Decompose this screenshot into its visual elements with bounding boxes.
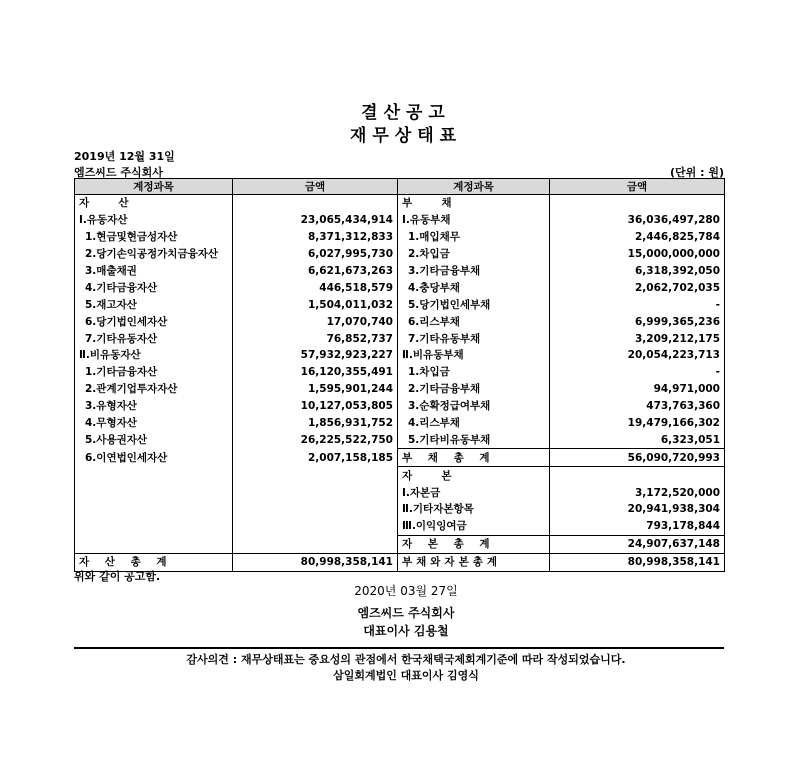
row-label: 1.기타금융자산 [75,364,233,381]
row-amount: 36,036,497,280 [550,212,725,229]
row-label: 2.관계기업투자자산 [75,381,233,398]
table-row [75,229,725,246]
row-label: 1.차입금 [398,364,550,381]
unit-label: (단위 : 원) [670,166,724,179]
row-amount: 8,371,312,833 [233,229,398,246]
row-label: 6.당기법인세자산 [75,313,233,330]
total-equity-label: 자 본 총 계 [398,535,550,553]
row-label: 5.당기법인세부채 [398,296,550,313]
row-amount: 2,446,825,784 [550,229,725,246]
row-amount: 76,852,737 [233,330,398,347]
table-row [75,330,725,347]
report-date: 2019년 12월 31일 [74,150,175,163]
section-liabilities: 부 채 [398,195,550,212]
table-row [75,347,725,364]
row-amount: 16,120,355,491 [233,364,398,381]
row-amount: 3,172,520,000 [550,484,725,501]
row-amount: 446,518,579 [233,279,398,296]
table-row [75,279,725,296]
row-amount: 6,621,673,263 [233,263,398,280]
publisher-ceo: 대표이사 김용철 [363,624,449,638]
divider [74,647,724,649]
row-label: Ⅱ.비유동자산 [75,347,233,364]
row-label: 5.사용권자산 [75,431,233,448]
total-assets-label: 자 산 총 계 [75,553,233,571]
row-label: 4.충당부채 [398,279,550,296]
total-assets-amount: 80,998,358,141 [233,553,398,571]
header-account-left: 계정과목 [75,179,233,195]
row-amount: 6,999,365,236 [550,313,725,330]
row-label: 1.매입채무 [398,229,550,246]
row-label: 3.매출채권 [75,263,233,280]
page-subtitle: 재무상태표 [349,126,463,146]
table-row [75,263,725,280]
announcement-note: 위와 같이 공고함. [74,570,161,583]
auditor-name: 삼일회계법인 대표이사 김영식 [333,669,479,682]
section-assets: 자 산 [75,195,233,212]
header-account-right: 계정과목 [398,179,550,195]
row-label: Ⅰ.자본금 [398,484,550,501]
row-amount: 793,178,844 [550,518,725,535]
table-row [75,484,725,501]
table-row [75,535,725,553]
row-amount: 6,318,392,050 [550,263,725,280]
row-amount: 19,479,166,302 [550,415,725,432]
row-label: 7.기타유동자산 [75,330,233,347]
table-row [75,313,725,330]
row-amount: 1,504,011,032 [233,296,398,313]
row-label: Ⅰ.유동자산 [75,212,233,229]
table-row [75,212,725,229]
table-row [75,398,725,415]
row-amount: - [550,364,725,381]
header-amount-right: 금액 [550,179,725,195]
table-row [75,449,725,467]
row-amount: 57,932,923,227 [233,347,398,364]
row-amount: 1,856,931,752 [233,415,398,432]
balance-sheet-table [74,178,725,572]
row-amount: 2,062,702,035 [550,279,725,296]
row-amount: 3,209,212,175 [550,330,725,347]
table-row [75,381,725,398]
row-label: Ⅰ.유동부채 [398,212,550,229]
table-row [75,364,725,381]
row-label: 4.무형자산 [75,415,233,432]
row-label: 4.기타금융자산 [75,279,233,296]
total-liabilities-label: 부 채 총 계 [398,449,550,467]
table-row [75,195,725,212]
table-row [75,415,725,432]
row-label: Ⅲ.이익잉여금 [398,518,550,535]
total-liabilities-amount: 56,090,720,993 [550,449,725,467]
row-label: 2.기타금융부채 [398,381,550,398]
company-name: 엠즈씨드 주식회사 [74,166,163,179]
publisher-company: 엠즈씨드 주식회사 [357,606,455,620]
row-amount: 17,070,740 [233,313,398,330]
row-amount: 2,007,158,185 [233,449,398,467]
row-amount: 6,027,995,730 [233,246,398,263]
table-header-row [75,179,725,195]
row-amount: 1,595,901,244 [233,381,398,398]
total-equity-amount: 24,907,637,148 [550,535,725,553]
row-amount: 15,000,000,000 [550,246,725,263]
row-amount: - [550,296,725,313]
total-liab-equity-amount: 80,998,358,141 [550,553,725,571]
row-label: 5.기타비유동부채 [398,431,550,448]
row-label: 3.순확정급여부채 [398,398,550,415]
row-amount: 473,763,360 [550,398,725,415]
row-label: 5.재고자산 [75,296,233,313]
row-label: 4.리스부채 [398,415,550,432]
row-label: Ⅱ.비유동부채 [398,347,550,364]
table-row [75,246,725,263]
row-label: 1.현금및현금성자산 [75,229,233,246]
row-label: Ⅱ.기타자본항목 [398,501,550,518]
row-amount: 20,941,938,304 [550,501,725,518]
row-amount: 20,054,223,713 [550,347,725,364]
table-row [75,501,725,518]
row-label: 2.당기손익공정가치금융자산 [75,246,233,263]
header-amount-left: 금액 [233,179,398,195]
row-amount: 94,971,000 [550,381,725,398]
table-row [75,518,725,535]
row-label: 2.차입금 [398,246,550,263]
publish-date: 2020년 03월 27일 [354,584,458,598]
table-row [75,431,725,448]
row-label: 6.리스부채 [398,313,550,330]
total-liab-equity-label: 부채와자본총계 [398,553,550,571]
row-label: 3.기타금융부채 [398,263,550,280]
table-row [75,296,725,313]
row-amount: 6,323,051 [550,431,725,448]
page-title: 결산공고 [361,103,451,123]
audit-opinion: 감사의견 : 재무상태표는 중요성의 관점에서 한국채택국제회계기준에 따라 작성되었습니다. [186,653,626,666]
section-equity: 자 본 [398,467,550,484]
row-amount: 26,225,522,750 [233,431,398,448]
row-label: 3.유형자산 [75,398,233,415]
total-row [75,553,725,571]
row-label: 7.기타유동부채 [398,330,550,347]
row-amount: 10,127,053,805 [233,398,398,415]
row-amount: 23,065,434,914 [233,212,398,229]
table-row [75,467,725,484]
row-label: 6.이연법인세자산 [75,449,233,467]
